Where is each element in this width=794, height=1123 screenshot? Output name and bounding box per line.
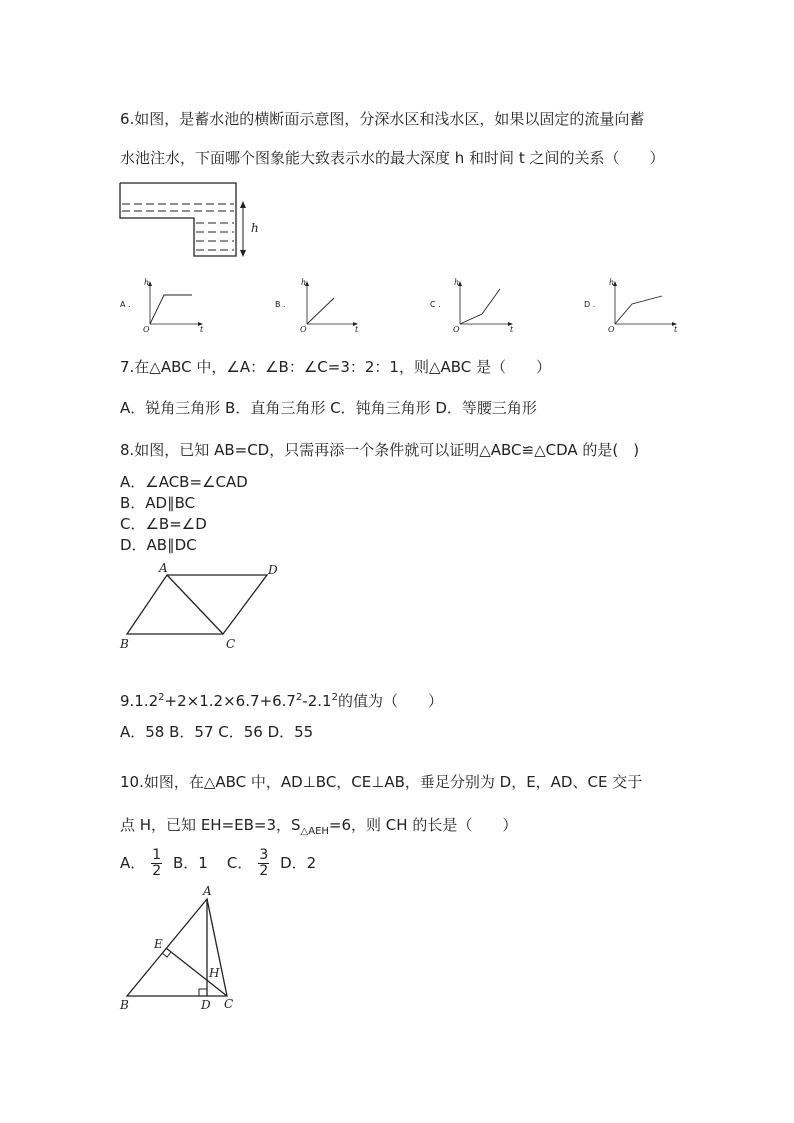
q7-options: A．锐角三角形 B．直角三角形 C．钝角三角形 D．等腰三角形 — [120, 399, 537, 417]
depth-label-h: h — [251, 221, 259, 235]
graph-d-option-label: D . — [584, 300, 596, 309]
reservoir-cross-section-figure — [118, 180, 278, 260]
graph-option-c — [428, 276, 518, 336]
vertex-label-b: B — [120, 998, 129, 1012]
vertex-label-c: C — [224, 997, 234, 1011]
q6-stem-line2: 水池注水，下面哪个图象能大致表示水的最大深度 h 和时间 t 之间的关系（ ） — [120, 149, 665, 167]
vertex-label-b: B — [120, 637, 129, 651]
graph-a-axis-h: h — [144, 278, 150, 287]
vertex-label-a: A — [203, 884, 212, 898]
graph-option-d — [582, 276, 682, 336]
graph-c-option-label: C . — [430, 300, 441, 309]
graph-c-axis-h: h — [454, 278, 460, 287]
vertex-label-a: A — [159, 561, 168, 575]
graph-b-axis-h: h — [301, 278, 307, 287]
graph-a-origin: O — [143, 325, 150, 334]
q10-stem-line2: 点 H，已知 EH=EB=3，$S_{\triangle AEH}=6$，则 CH 的长是（ ） — [120, 816, 518, 837]
graph-b-curve — [307, 298, 334, 324]
graph-b-axis-t: t — [355, 325, 359, 334]
graph-d-curve — [615, 296, 662, 324]
vertex-label-c: C — [226, 637, 236, 651]
q10-stem-line1: 10.如图，在△ABC 中，AD⊥BC，CE⊥AB，垂足分别为 D，E，AD、CE 交于 — [120, 773, 643, 791]
q8-option-d: D．AB∥DC — [120, 536, 197, 554]
q6-stem-line1: 6.如图，是蓄水池的横断面示意图，分深水区和浅水区，如果以固定的流量向蓄 — [120, 110, 645, 128]
point-label-d: D — [201, 998, 211, 1012]
q8-option-b: B．AD∥BC — [120, 494, 196, 512]
q7-stem: 7.在△ABC 中，∠A：∠B：∠C=3：2：1，则△ABC 是（ ） — [120, 358, 552, 376]
q8-stem: 8.如图，已知 AB=CD，只需再添一个条件就可以证明△ABC≌△CDA 的是( ) — [120, 441, 640, 459]
graph-d-axis-t: t — [674, 325, 678, 334]
graph-c-axis-t: t — [510, 325, 514, 334]
diagonal-ac — [167, 575, 223, 634]
triangle-altitudes-figure — [115, 884, 250, 1014]
graph-option-b — [273, 276, 363, 336]
parallelogram-figure — [115, 558, 290, 658]
graph-a-curve — [150, 295, 192, 324]
graph-c-origin: O — [453, 325, 460, 334]
right-angle-mark-d — [199, 989, 207, 996]
q8-option-a: A．∠ACB=∠CAD — [120, 473, 248, 491]
q9-options: A．58 B．57 C．56 D．55 — [120, 723, 314, 741]
graph-a-axis-t: t — [200, 325, 204, 334]
graph-d-axis-h: h — [609, 278, 615, 287]
graph-d-origin: O — [608, 325, 615, 334]
point-label-e: E — [154, 937, 163, 951]
q10-options: A． $\frac{1}{2}$ B．1 C． $\frac{3}{2}$ D．2 — [120, 847, 317, 879]
graph-c-curve — [460, 289, 500, 324]
graph-option-a — [118, 276, 208, 336]
fraction-one-half: $\frac{1}{2}$ — [152, 847, 162, 879]
q8-option-c: C．∠B=∠D — [120, 515, 207, 533]
q9-stem: $9.1.2^2+2\times 1.2\times 6.7+6.7^2-2.1^2$的值为（ ） — [120, 692, 443, 710]
graph-b-option-label: B . — [275, 300, 286, 309]
point-label-h: H — [209, 966, 220, 980]
fraction-three-halves: $\frac{3}{2}$ — [259, 847, 269, 879]
graph-a-option-label: A . — [120, 300, 131, 309]
graph-b-origin: O — [300, 325, 307, 334]
vertex-label-d: D — [268, 563, 278, 577]
